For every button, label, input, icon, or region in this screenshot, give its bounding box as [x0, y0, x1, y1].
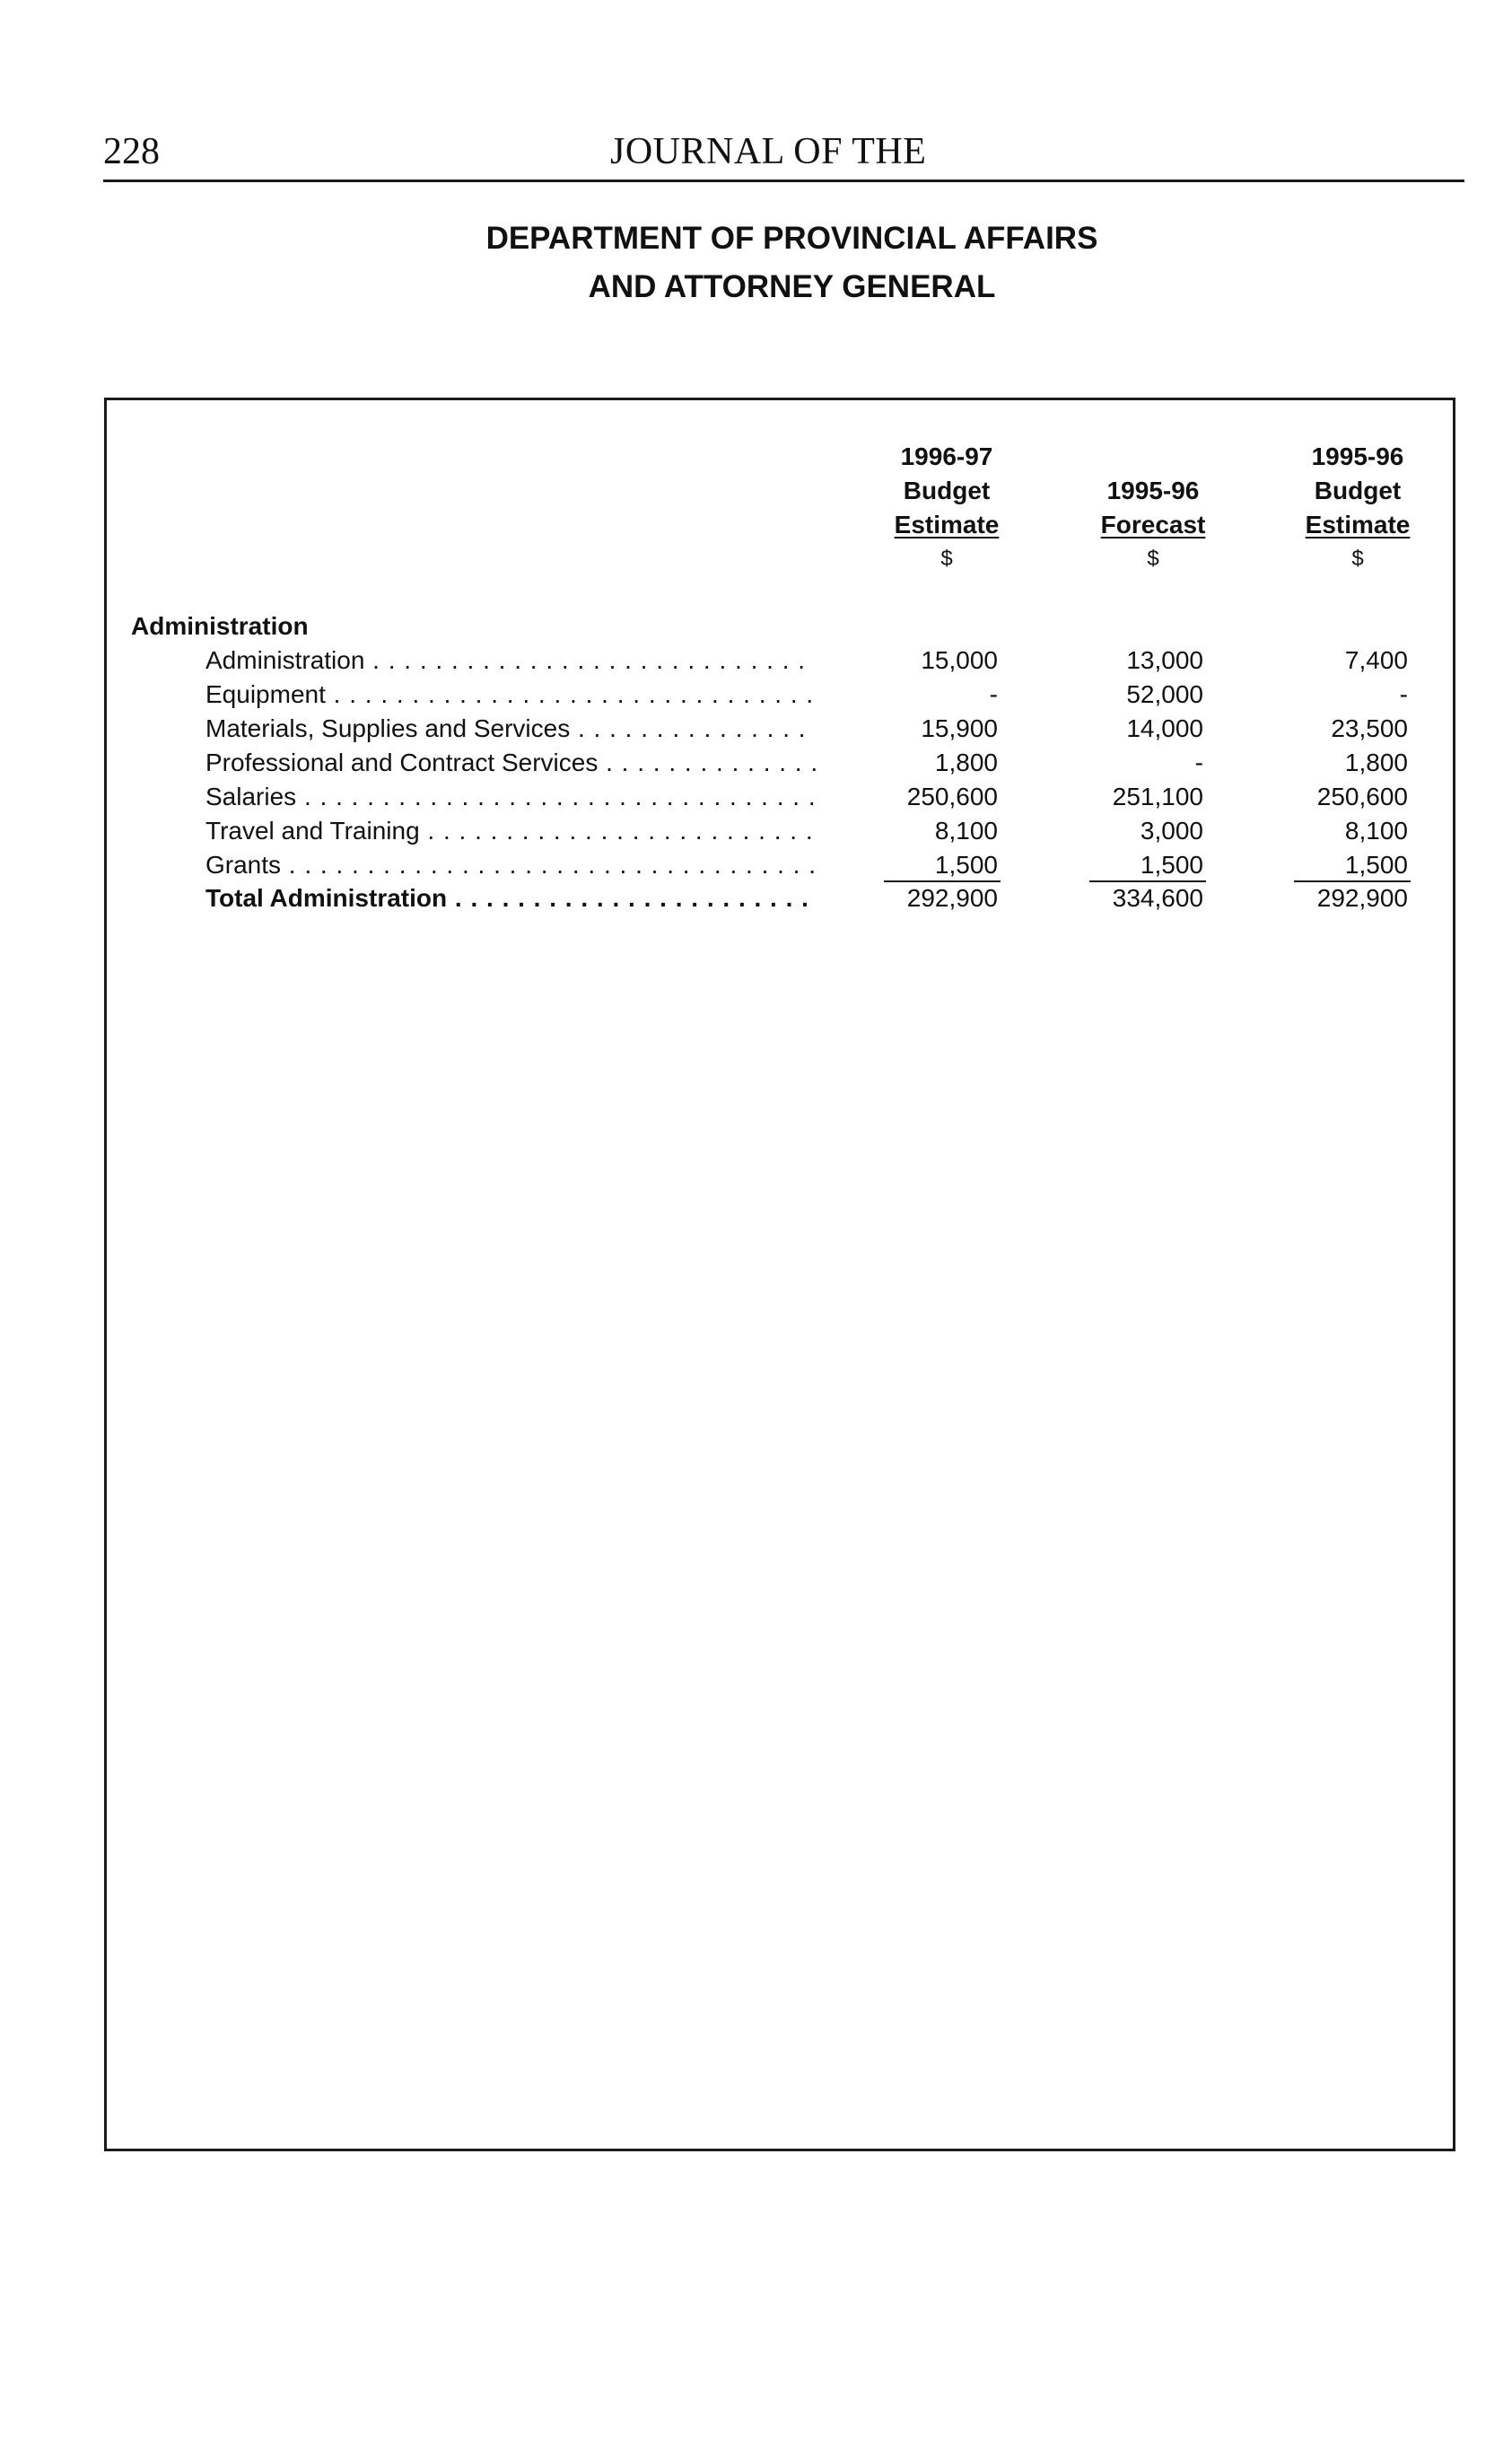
row-label: Professional and Contract Services . . .	[205, 746, 816, 780]
row-label: Equipment . . .	[205, 678, 816, 712]
row-value-1995-96-budget: 23,500	[1331, 714, 1408, 742]
row-value-1995-96-budget: 8,100	[1344, 817, 1408, 845]
total-row	[0, 881, 1512, 915]
row-value-1996-97-budget: 15,000	[921, 646, 998, 674]
table-row	[0, 746, 1512, 780]
row-label: Materials, Supplies and Services . . .	[205, 712, 816, 746]
row-value-1995-96-budget: 7,400	[1344, 646, 1408, 674]
department-title-line-1: DEPARTMENT OF PROVINCIAL AFFAIRS	[485, 221, 1098, 256]
row-label: Salaries . . .	[205, 780, 816, 814]
row-value-1995-96-forecast: 1,500	[1140, 851, 1203, 879]
page-number: 228	[103, 131, 160, 172]
row-value-1996-97-budget: 250,600	[906, 783, 998, 810]
column-header-year: 1995-96	[1311, 442, 1404, 470]
column-header-currency: $	[1351, 547, 1364, 571]
row-value-1996-97-budget: -	[989, 680, 998, 708]
journal-title: JOURNAL OF THE	[610, 131, 927, 172]
column-header-kind: Estimate	[894, 511, 1000, 539]
column-header-kind: Estimate	[1305, 511, 1411, 539]
table-row	[0, 678, 1512, 712]
total-value-1995-96-forecast: 334,600	[1112, 884, 1203, 912]
row-value-1995-96-budget: -	[1399, 680, 1408, 708]
column-header-type: Budget	[903, 477, 991, 504]
department-title-line-2: AND ATTORNEY GENERAL	[588, 269, 996, 304]
section-heading: Administration	[131, 612, 309, 640]
row-value-1995-96-forecast: 14,000	[1126, 714, 1203, 742]
table-row	[0, 848, 1512, 882]
column-header-currency: $	[1147, 547, 1159, 571]
table-row	[0, 712, 1512, 746]
row-value-1995-96-forecast: 3,000	[1140, 817, 1203, 845]
row-value-1996-97-budget: 15,900	[921, 714, 998, 742]
row-label: Administration . . .	[205, 644, 816, 678]
running-head	[103, 124, 1464, 182]
row-value-1996-97-budget: 1,800	[934, 749, 998, 776]
table-row	[0, 644, 1512, 678]
column-header-type: Budget	[1314, 477, 1402, 504]
row-value-1995-96-forecast: 52,000	[1126, 680, 1203, 708]
row-value-1995-96-forecast: 13,000	[1126, 646, 1203, 674]
row-value-1995-96-forecast: 251,100	[1112, 783, 1203, 810]
row-value-1995-96-budget: 1,500	[1344, 851, 1408, 879]
column-header-1995-96-forecast	[1045, 440, 1261, 576]
column-header-1996-97-budget-estimate	[839, 440, 1054, 576]
column-header-year	[1045, 440, 1261, 474]
row-value-1995-96-forecast: -	[1194, 749, 1203, 776]
total-value-1995-96-budget: 292,900	[1316, 884, 1408, 912]
row-value-1995-96-budget: 250,600	[1316, 783, 1408, 810]
column-header-kind: Forecast	[1100, 511, 1206, 539]
row-value-1996-97-budget: 1,500	[934, 851, 998, 879]
column-header-type: 1995-96	[1106, 477, 1200, 504]
table-row	[0, 814, 1512, 848]
row-value-1995-96-budget: 1,800	[1344, 749, 1408, 776]
table-row	[0, 780, 1512, 814]
column-header-year: 1996-97	[900, 442, 993, 470]
total-label: Total Administration . . .	[205, 881, 816, 915]
row-label: Travel and Training . . .	[205, 814, 816, 848]
total-value-1996-97-budget: 292,900	[906, 884, 998, 912]
column-header-1995-96-budget-estimate	[1250, 440, 1465, 576]
row-label: Grants . . .	[205, 848, 816, 882]
column-header-currency: $	[940, 547, 953, 571]
row-value-1996-97-budget: 8,100	[934, 817, 998, 845]
